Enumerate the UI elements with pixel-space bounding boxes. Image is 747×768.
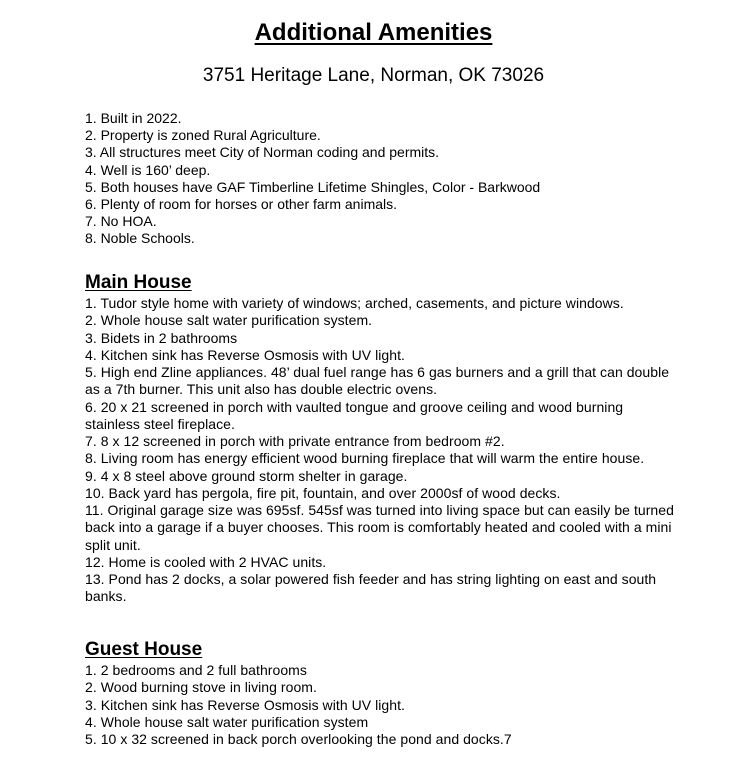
- list-item: 2. Whole house salt water purification system.: [85, 312, 373, 329]
- property-address: 3751 Heritage Lane, Norman, OK 73026: [202, 65, 545, 86]
- list-item: 9. 4 x 8 steel above ground storm shelter in garage.: [85, 467, 408, 484]
- list-item: 10. Back yard has pergola, fire pit, fountain, and over 2000sf of wood decks.: [85, 484, 561, 501]
- guest-house-list: [85, 662, 675, 748]
- list-item: 7. No HOA.: [85, 213, 157, 230]
- general-amenities-list: [85, 110, 725, 248]
- list-item: 7. 8 x 12 screened in porch with private entrance from bedroom #2.: [85, 433, 505, 449]
- document-title: Additional Amenities: [254, 19, 493, 46]
- list-item: 2. Wood burning stove in living room.: [85, 679, 317, 696]
- list-item: 6. Plenty of room for horses or other farm animals.: [85, 196, 398, 213]
- list-item: 4. Well is 160’ deep.: [85, 161, 211, 178]
- list-item: 5. High end Zline appliances. 48’ dual fuel range has 6 gas burners and a grill that can double as a 7th burner. This unit also has double electric ovens.: [85, 364, 670, 398]
- list-item: 1. 2 bedrooms and 2 full bathrooms: [85, 662, 307, 678]
- guest-house-heading: Guest House: [85, 639, 203, 660]
- list-item: 3. All structures meet City of Norman coding and permits.: [85, 144, 440, 161]
- list-item: 5. 10 x 32 screened in back porch overlooking the pond and docks.7: [85, 731, 512, 747]
- list-item: 3. Bidets in 2 bathrooms: [85, 329, 238, 346]
- list-item: 1. Built in 2022.: [85, 110, 182, 126]
- list-item: 8. Living room has energy efficient wood burning fireplace that will warm the entire house.: [85, 450, 645, 467]
- main-house-heading: Main House: [85, 272, 192, 293]
- list-item: 6. 20 x 21 screened in porch with vaulted tongue and groove ceiling and wood burning stainless steel fireplace.: [85, 398, 624, 432]
- main-house-list: [85, 295, 675, 606]
- list-item: 8. Noble Schools.: [85, 230, 195, 247]
- list-item: 4. Whole house salt water purification system: [85, 713, 369, 730]
- list-item: 4. Kitchen sink has Reverse Osmosis with UV light.: [85, 346, 405, 363]
- list-item: 3. Kitchen sink has Reverse Osmosis with UV light.: [85, 696, 405, 713]
- list-item: 13. Pond has 2 docks, a solar powered fish feeder and has string lighting on east and south banks.: [85, 571, 657, 605]
- list-item: 5. Both houses have GAF Timberline Lifetime Shingles, Color - Barkwood: [85, 178, 541, 195]
- list-item: 1. Tudor style home with variety of windows; arched, casements, and picture windows.: [85, 295, 624, 311]
- list-item: 11. Original garage size was 695sf. 545sf was turned into living space but can easily be turned back into a garage if a buyer chooses. This room is comfortably heated and cooled with a mini split unit.: [85, 502, 674, 553]
- list-item: 2. Property is zoned Rural Agriculture.: [85, 127, 321, 144]
- list-item: 12. Home is cooled with 2 HVAC units.: [85, 553, 327, 570]
